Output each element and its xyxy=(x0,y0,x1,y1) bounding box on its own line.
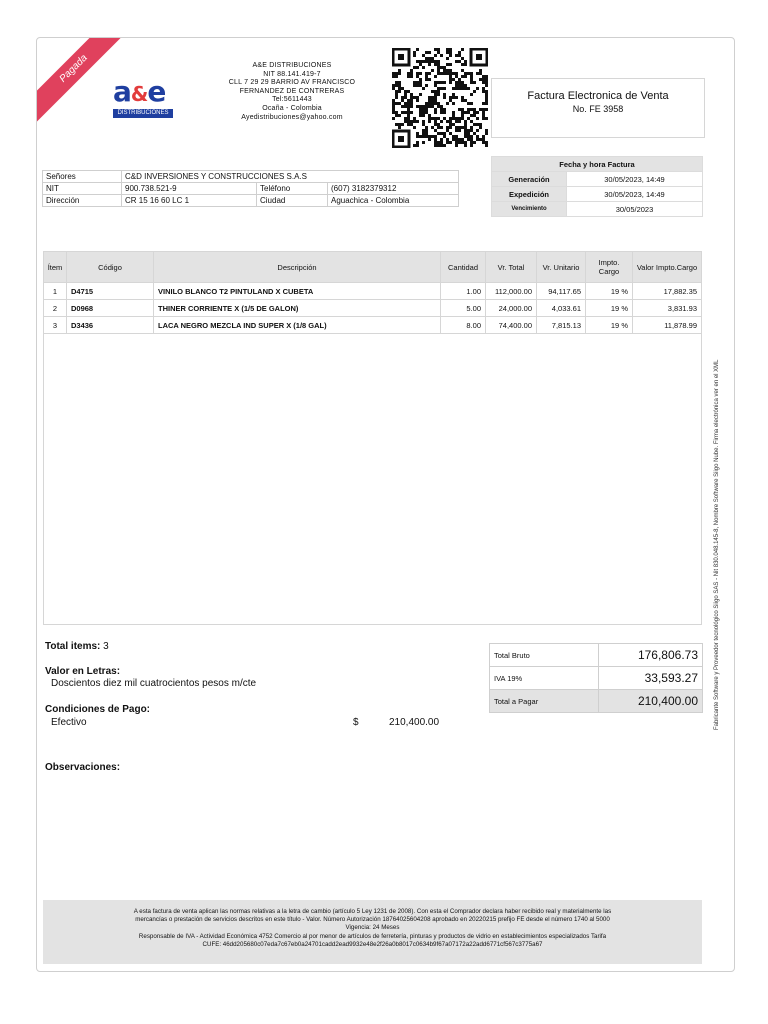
cell-descripcion: THINER CORRIENTE X (1/5 DE GALON) xyxy=(154,300,441,317)
col-descripcion: Descripción xyxy=(154,252,441,283)
cell-codigo: D3436 xyxy=(67,317,154,334)
date-label: Generación xyxy=(492,172,567,187)
cell-cantidad: 8.00 xyxy=(441,317,486,334)
cell-vr-total: 24,000.00 xyxy=(486,300,537,317)
total-items-value: 3 xyxy=(103,641,109,652)
condiciones-label: Condiciones de Pago: xyxy=(45,704,151,715)
observaciones-label: Observaciones: xyxy=(45,762,121,773)
logo-tagline xyxy=(113,119,173,124)
client-name: C&D INVERSIONES Y CONSTRUCCIONES S.A.S xyxy=(122,171,459,183)
table-row xyxy=(44,283,702,300)
date-label: Expedición xyxy=(492,187,567,202)
footer-line: Responsable de IVA - Actividad Económica 4752 Comercio al por menor de artículos de ferretería, pinturas y productos de vidrio en establecimientos especializados Tarifa xyxy=(138,932,607,940)
total-items xyxy=(45,641,109,652)
footer-line: A esta factura de venta aplican las normas relativas a la letra de cambio (artículo 5 Ley 1231 de 2008). Con esta el Comprador declara haber recibido real y materialmente las xyxy=(133,908,612,915)
total-pagar-value: 210,400.00 xyxy=(599,690,703,713)
side-text: Fabricante Software y Proveedor tecnológico Siigo SAS - Nit 830.048.145-8, Nombre Software Siigo Nube. Firma electrónica ver en el XML xyxy=(714,359,720,730)
client-telefono: (607) 3182379312 xyxy=(328,183,459,195)
totals-table xyxy=(489,643,703,713)
client-row-name xyxy=(43,171,459,183)
date-row-generacion xyxy=(492,172,703,187)
paid-ribbon: Pagada xyxy=(36,37,135,130)
condicion-currency: $ xyxy=(353,717,359,728)
total-bruto-row xyxy=(490,644,703,667)
cell-item: 1 xyxy=(44,283,67,300)
invoice-dates-table xyxy=(491,156,703,217)
label-ciudad: Ciudad xyxy=(257,195,328,207)
cell-descripcion: LACA NEGRO MEZCLA IND SUPER X (1/8 GAL) xyxy=(154,317,441,334)
col-valor-impto: Valor Impto.Cargo xyxy=(633,252,702,283)
cell-impto: 19 % xyxy=(586,283,633,300)
date-label: Vencimiento xyxy=(492,202,567,217)
client-row-nit xyxy=(43,183,459,195)
total-bruto-label: Total Bruto xyxy=(490,644,599,667)
issuer-info xyxy=(207,62,377,122)
client-row-address xyxy=(43,195,459,207)
iva-row xyxy=(490,667,703,690)
col-item: Ítem xyxy=(44,252,67,283)
cell-cantidad: 5.00 xyxy=(441,300,486,317)
issuer-nit: NIT 88.141.419-7 xyxy=(263,70,321,78)
date-row-vencimiento xyxy=(492,202,703,217)
footer-line: CUFE: 46dd205680c07eda7c67eb0a24701cadd2ead9932e48e2f26a0b8017c0634b9f67a07172a22add6771cf567c3775a67 xyxy=(202,940,543,948)
software-provider-note xyxy=(714,290,724,730)
qr-code-icon xyxy=(392,48,488,148)
cell-vr-unitario: 94,117.65 xyxy=(537,283,586,300)
invoice-sheet xyxy=(36,37,735,972)
client-info-table xyxy=(42,170,459,207)
cell-codigo: D0968 xyxy=(67,300,154,317)
cell-impto: 19 % xyxy=(586,317,633,334)
iva-label: IVA 19% xyxy=(490,667,599,690)
cell-vr-total: 74,400.00 xyxy=(486,317,537,334)
invoice-title-box xyxy=(491,78,705,138)
condicion-value: Efectivo xyxy=(51,717,87,728)
table-empty-area xyxy=(44,334,702,625)
total-items-label: Total items: xyxy=(45,641,101,652)
issuer-city: Ocaña - Colombia xyxy=(262,104,322,112)
col-codigo: Código xyxy=(67,252,154,283)
legal-footer xyxy=(43,900,702,964)
issuer-phone: Tel:5611443 xyxy=(272,96,312,104)
table-row xyxy=(44,317,702,334)
cell-vr-total: 112,000.00 xyxy=(486,283,537,300)
col-vr-total: Vr. Total xyxy=(486,252,537,283)
cell-valor-impto: 17,882.35 xyxy=(633,283,702,300)
cell-cantidad: 1.00 xyxy=(441,283,486,300)
dates-header: Fecha y hora Factura xyxy=(492,157,703,172)
label-nit: NIT xyxy=(43,183,122,195)
company-logo xyxy=(113,75,179,124)
cell-item: 2 xyxy=(44,300,67,317)
total-pagar-label: Total a Pagar xyxy=(490,690,599,713)
cell-impto: 19 % xyxy=(586,300,633,317)
footer-line: mercancías o prestación de servicios descritos en este título - Valor. Número Autorización 18764025604208 aprobado en 20220215 prefijo FE desde el número 1740 al 5000 xyxy=(135,916,610,924)
col-vr-unitario: Vr. Unitario xyxy=(537,252,586,283)
table-row xyxy=(44,300,702,317)
total-pagar-row xyxy=(490,690,703,713)
invoice-title: Factura Electronica de Venta xyxy=(527,90,669,102)
issuer-email: Ayedistribuciones@yahoo.com xyxy=(241,113,343,121)
cell-vr-unitario: 4,033.61 xyxy=(537,300,586,317)
cell-valor-impto: 3,831.93 xyxy=(633,300,702,317)
date-value: 30/05/2023, 14:49 xyxy=(567,187,703,202)
cell-vr-unitario: 7,815.13 xyxy=(537,317,586,334)
valor-letras-value: Doscientos diez mil cuatrocientos pesos m/cte xyxy=(51,678,257,689)
issuer-address-2: FERNANDEZ DE CONTRERAS xyxy=(239,87,345,95)
iva-value: 33,593.27 xyxy=(599,667,703,690)
footer-line: Vigencia: 24 Meses xyxy=(345,924,400,932)
issuer-address-1: CLL 7 29 29 BARRIO AV FRANCISCO xyxy=(228,79,356,87)
cell-valor-impto: 11,878.99 xyxy=(633,317,702,334)
col-cantidad: Cantidad xyxy=(441,252,486,283)
logo-e: e xyxy=(147,75,166,108)
logo-bar: DISTRIBUCIONES xyxy=(113,109,173,118)
label-direccion: Dirección xyxy=(43,195,122,207)
empty-cell xyxy=(44,334,702,625)
valor-letras-label: Valor en Letras: xyxy=(45,666,121,677)
items-header-row xyxy=(44,252,702,283)
date-row-expedicion xyxy=(492,187,703,202)
logo-a: a xyxy=(113,75,131,108)
cell-descripcion: VINILO BLANCO T2 PINTULAND X CUBETA xyxy=(154,283,441,300)
col-impto-cargo: Impto. Cargo xyxy=(586,252,633,283)
invoice-number: No. FE 3958 xyxy=(572,104,624,114)
label-senores: Señores xyxy=(43,171,122,183)
total-bruto-value: 176,806.73 xyxy=(599,644,703,667)
client-direccion: CR 15 16 60 LC 1 xyxy=(122,195,257,207)
client-nit: 900.738.521-9 xyxy=(122,183,257,195)
client-ciudad: Aguachica - Colombia xyxy=(328,195,459,207)
cell-item: 3 xyxy=(44,317,67,334)
cell-codigo: D4715 xyxy=(67,283,154,300)
issuer-name: A&E DISTRIBUCIONES xyxy=(252,62,332,69)
date-value: 30/05/2023 xyxy=(567,202,703,217)
label-telefono: Teléfono xyxy=(257,183,328,195)
logo-mark xyxy=(113,75,179,108)
items-table xyxy=(43,251,702,625)
condicion-monto: 210,400.00 xyxy=(389,717,440,728)
logo-amp: & xyxy=(130,82,148,106)
date-value: 30/05/2023, 14:49 xyxy=(567,172,703,187)
